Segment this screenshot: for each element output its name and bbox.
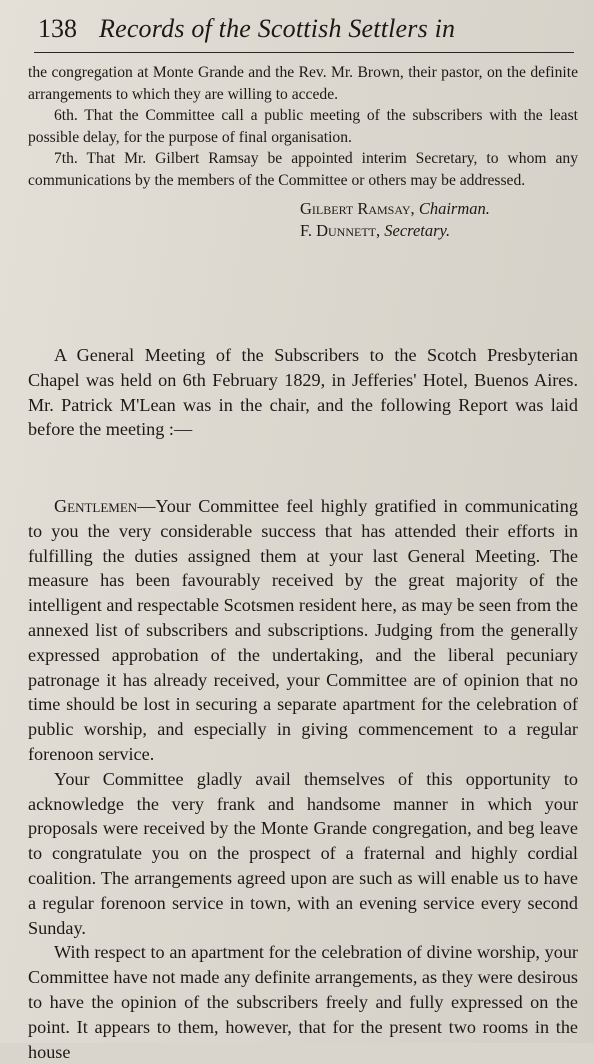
- committee-report: [28, 494, 578, 1064]
- committee-resolutions: [28, 62, 578, 242]
- salutation: Gentlemen: [54, 496, 138, 516]
- paragraph-7th: 7th. That Mr. Gilbert Ramsay be appointed interim Secretary, to whom any communications by the members of the Committee or others may be addressed.: [28, 150, 578, 189]
- header-rule: [34, 52, 574, 53]
- paragraph-6th: 6th. That the Committee call a public meeting of the subscribers with the least possible delay, for the purpose of final organisation.: [28, 107, 578, 146]
- signatory-name: Gilbert Ramsay,: [300, 198, 415, 218]
- paragraph: the congregation at Monte Grande and the Rev. Mr. Brown, their pastor, on the definite arrangements to which they are willing to accede.: [28, 64, 578, 103]
- paragraph: A General Meeting of the Subscribers to the Scotch Presbyterian Chapel was held on 6th February 1829, in Jefferies' Hotel, Buenos Aires. Mr. Patrick M'Lean was in the chair, and the following Report was laid before the meeting :—: [28, 345, 578, 440]
- paragraph: [28, 494, 578, 767]
- page-number: 138: [38, 14, 77, 43]
- general-meeting-section: [28, 343, 578, 442]
- page-header: [38, 14, 578, 54]
- paragraph: Your Committee gladly avail themselves of this opportunity to acknowledge the very frank and handsome manner in which your proposals were received by the Monte Grande congregation, and beg leave to congratulate you on the prospect of a fraternal and highly cordial coalition. The arrangements agreed upon are such as will enable us to have a regular forenoon service in town, with an evening service every second Sunday.: [28, 768, 578, 938]
- signatory-role: Secretary.: [384, 220, 451, 240]
- signature-secretary: [300, 220, 578, 242]
- signatory-name: F. Dunnett,: [300, 220, 381, 240]
- paragraph: With respect to an apartment for the celebration of divine worship, your Committee have not made any definite arrangements, as they were desirous to have the opinion of the subscribers freely and fully expressed on the point. It appears to them, however, that for the present two rooms in the house: [28, 942, 578, 1062]
- paragraph-text: —Your Committee feel highly gratified in communicating to you the very considerable success that has attended their efforts in fulfilling the duties assigned them at your last General Meeting. The measure has been favourably received by the great majority of the intelligent and respectable Scotsmen resident here, as may be seen from the annexed list of subscribers and subscriptions. Judging from the generally expressed approbation of the undertaking, and the liberal pecuniary patronage it has already received, your Committee are of opinion that no time should be lost in securing a separate apartment for the celebration of public worship, and especially in giving commencement to a regular forenoon service.: [28, 496, 578, 764]
- signatory-role: Chairman.: [418, 198, 490, 218]
- running-title: Records of the Scottish Settlers in: [99, 14, 456, 43]
- signature-chairman: [300, 198, 578, 220]
